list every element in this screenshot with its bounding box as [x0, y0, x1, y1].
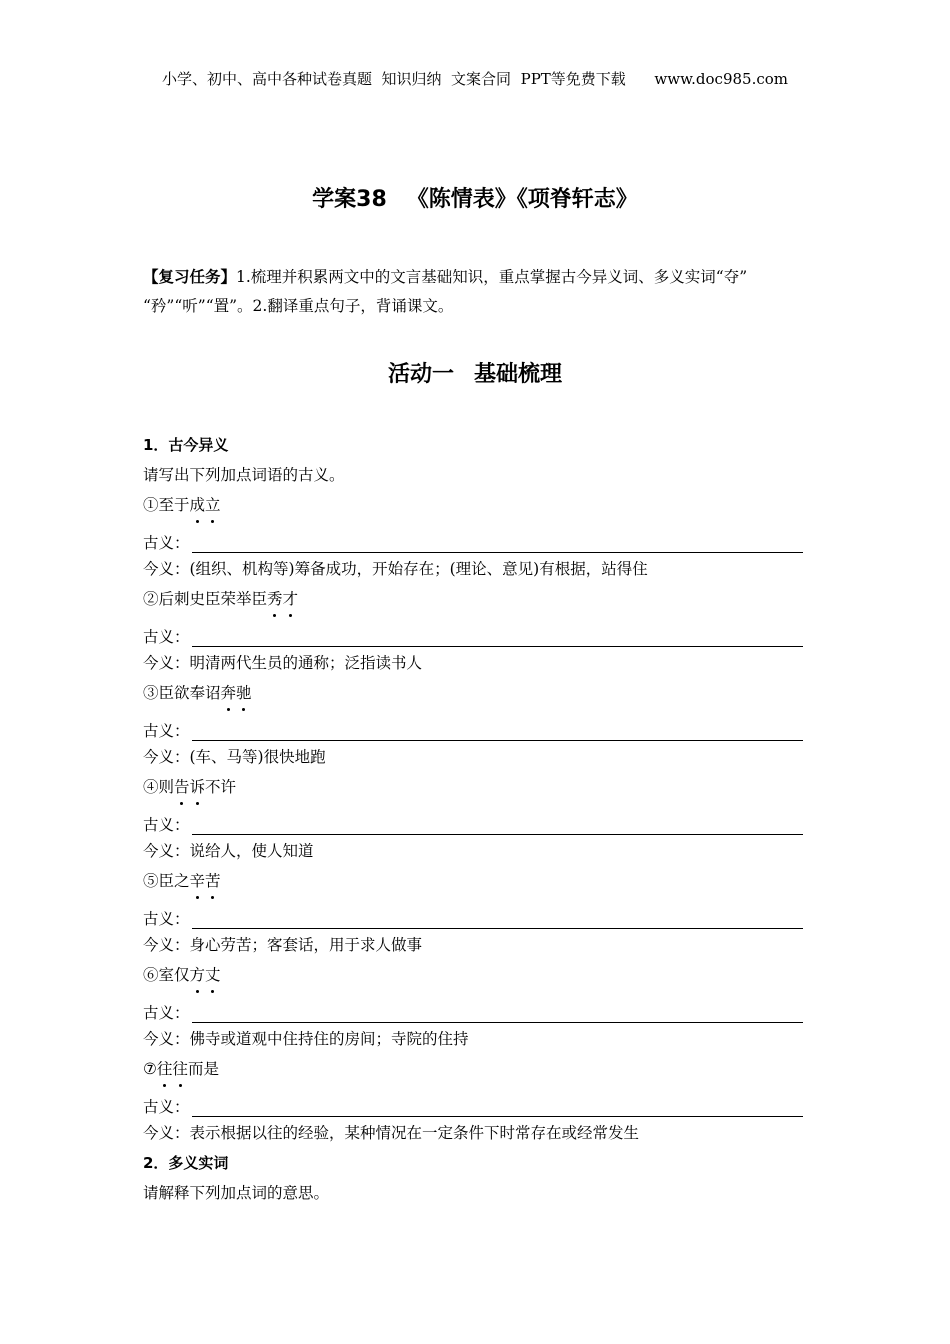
page-header: [0, 68, 950, 89]
dotted-char: 丈: [205, 960, 221, 990]
item-suffix: 不许: [205, 778, 237, 796]
item-sentence: [143, 772, 803, 802]
gu-yi-row: [143, 990, 803, 1024]
jin-yi-text: 今义：(车、马等)很快地跑: [143, 748, 326, 766]
item-sentence: [143, 678, 803, 708]
dotted-char: 立: [205, 490, 221, 520]
item-sentence: [143, 866, 803, 896]
list-item: [143, 490, 803, 584]
answer-blank[interactable]: [192, 614, 803, 647]
answer-blank[interactable]: [192, 1084, 803, 1117]
dotted-char: 成: [190, 490, 206, 520]
review-task-label: 【复习任务】: [143, 268, 237, 286]
gu-yi-label: 古义：: [143, 910, 190, 928]
dotted-char: 往: [172, 1054, 188, 1084]
gu-yi-row: [143, 520, 803, 554]
jin-yi-text: 今义：佛寺或道观中住持住的房间；寺院的住持: [143, 1030, 469, 1048]
section1-title: 1．古今异义: [143, 436, 229, 454]
item-sentence: [143, 960, 803, 990]
item-prefix: ⑥室仅: [143, 966, 190, 984]
list-item: [143, 678, 803, 772]
list-item: [143, 866, 803, 960]
gu-yi-row: [143, 802, 803, 836]
jin-yi-text: 今义：明清两代生员的通称；泛指读书人: [143, 654, 423, 672]
item-prefix: ③臣欲奉诏: [143, 684, 221, 702]
review-task: [143, 263, 813, 321]
list-item: [143, 584, 803, 678]
lesson-works: 《陈情表》《项脊轩志》: [406, 187, 638, 212]
dotted-char: 苦: [205, 866, 221, 896]
list-item: [143, 1054, 803, 1148]
item-list: [143, 490, 803, 1148]
dotted-char: 驰: [236, 678, 252, 708]
review-task-line1: [143, 263, 813, 292]
dotted-char: 方: [190, 960, 206, 990]
gu-yi-label: 古义：: [143, 816, 190, 834]
gu-yi-label: 古义：: [143, 722, 190, 740]
dotted-char: 往: [157, 1054, 173, 1084]
dotted-char: 才: [283, 584, 299, 614]
dotted-char: 辛: [190, 866, 206, 896]
header-text: 小学、初中、高中各种试卷真题 知识归纳 文案合同 PPT等免费下载: [161, 70, 626, 88]
gu-yi-row: [143, 896, 803, 930]
lesson-number: 学案38: [312, 187, 387, 212]
jin-yi-text: 今义：(组织、机构等)筹备成功，开始存在；(理论、意见)有根据，站得住: [143, 560, 648, 578]
item-sentence: [143, 490, 803, 520]
dotted-char: 诉: [190, 772, 206, 802]
activity-name: 活动一: [387, 362, 454, 387]
section2-instruction: 请解释下列加点词的意思。: [143, 1184, 330, 1202]
answer-blank[interactable]: [192, 802, 803, 835]
gu-yi-label: 古义：: [143, 628, 190, 646]
section2-title: 2．多义实词: [143, 1154, 229, 1172]
item-suffix: 而是: [187, 1060, 219, 1078]
item-prefix: ④则: [143, 778, 175, 796]
review-task-text1: 1.梳理并积累两文中的文言基础知识，重点掌握古今异义词、多义实词“夺”: [236, 268, 748, 286]
gu-yi-row: [143, 708, 803, 742]
item-prefix: ②后刺史臣荣举臣: [143, 590, 268, 608]
exercise-body: [143, 430, 803, 1208]
gu-yi-label: 古义：: [143, 534, 190, 552]
item-prefix: ⑦: [143, 1060, 157, 1078]
answer-blank[interactable]: [192, 708, 803, 741]
review-task-text2: “矜”“听”“置”。2.翻译重点句子，背诵课文。: [143, 297, 454, 315]
dotted-char: 秀: [267, 584, 283, 614]
gu-yi-label: 古义：: [143, 1004, 190, 1022]
header-site: www.doc985.com: [654, 70, 788, 88]
item-sentence: [143, 1054, 803, 1084]
activity-heading: [0, 357, 950, 388]
gu-yi-row: [143, 1084, 803, 1118]
activity-topic: 基础梳理: [474, 362, 563, 387]
section1-instruction: 请写出下列加点词语的古义。: [143, 466, 345, 484]
jin-yi-text: 今义：说给人，使人知道: [143, 842, 314, 860]
dotted-char: 告: [174, 772, 190, 802]
item-prefix: ⑤臣之: [143, 872, 190, 890]
list-item: [143, 772, 803, 866]
gu-yi-label: 古义：: [143, 1098, 190, 1116]
answer-blank[interactable]: [192, 990, 803, 1023]
jin-yi-text: 今义：表示根据以往的经验，某种情况在一定条件下时常存在或经常发生: [143, 1124, 640, 1142]
item-prefix: ①至于: [143, 496, 190, 514]
gu-yi-row: [143, 614, 803, 648]
answer-blank[interactable]: [192, 896, 803, 929]
list-item: [143, 960, 803, 1054]
jin-yi-text: 今义：身心劳苦；客套话，用于求人做事: [143, 936, 423, 954]
page-title: [0, 182, 950, 213]
answer-blank[interactable]: [192, 520, 803, 553]
item-sentence: [143, 584, 803, 614]
dotted-char: 奔: [221, 678, 237, 708]
